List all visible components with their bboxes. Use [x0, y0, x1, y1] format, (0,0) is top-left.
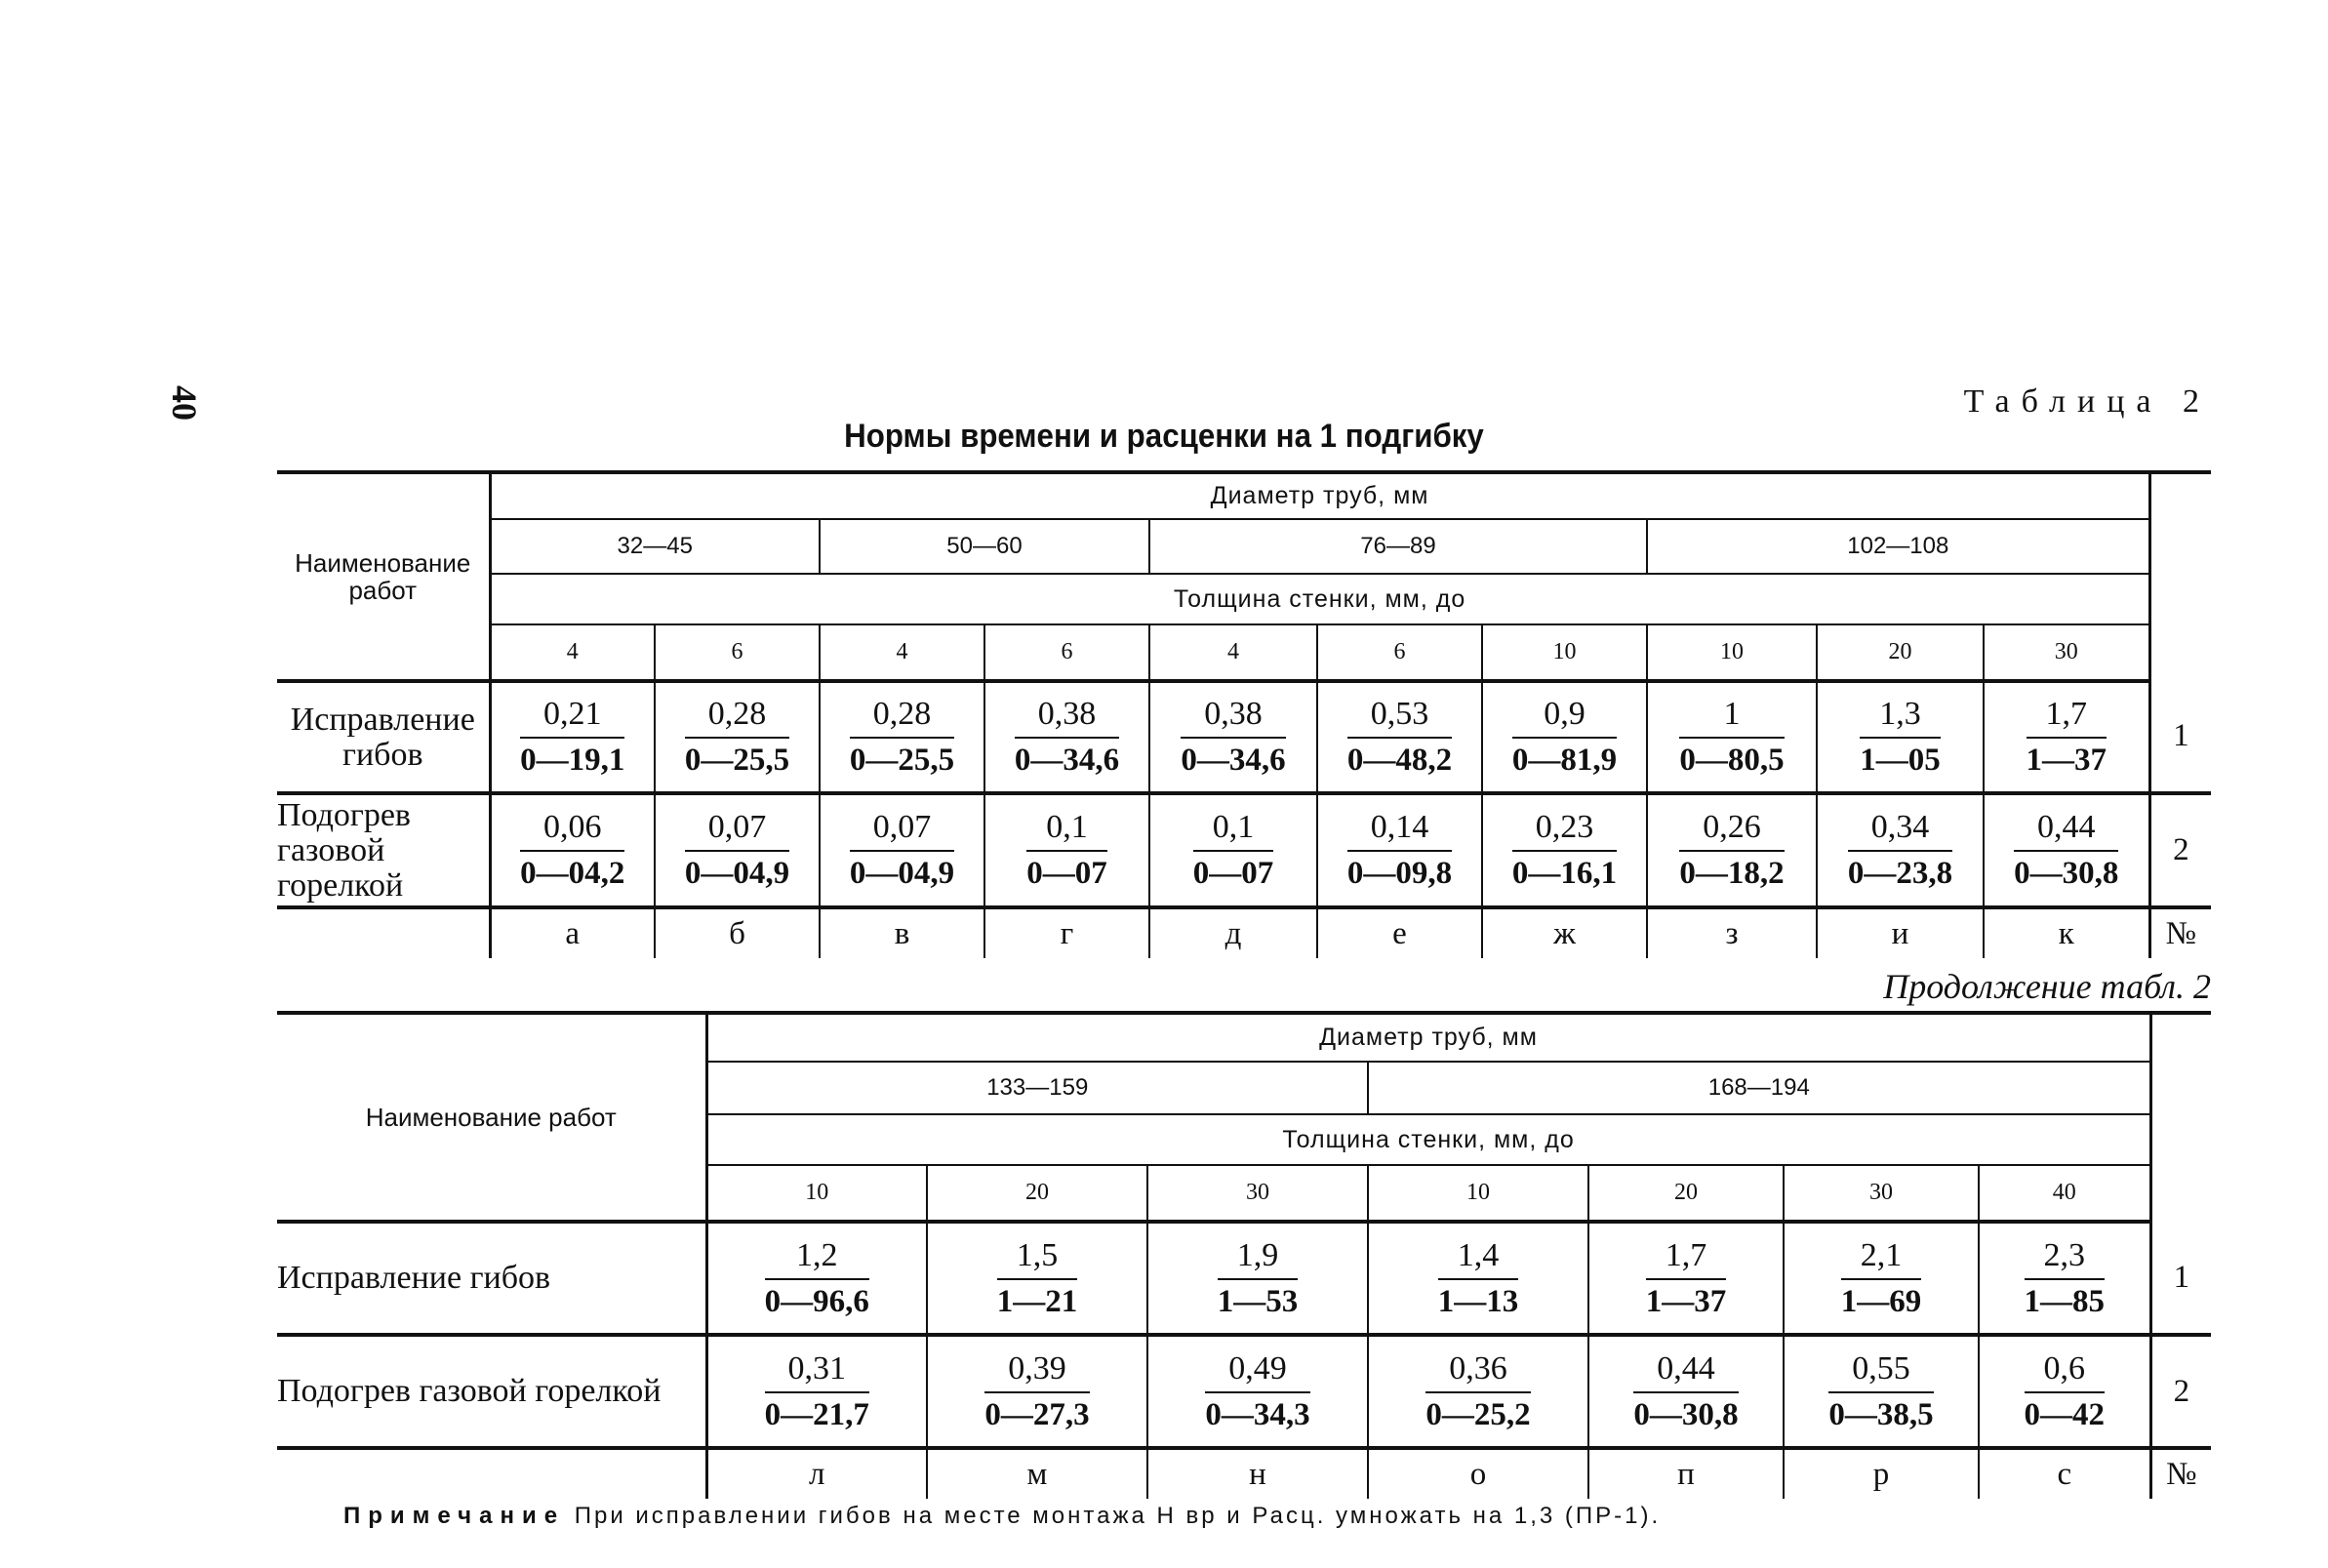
price-value: 0—30,8	[2014, 856, 2119, 891]
price-value: 1—69	[1840, 1283, 1922, 1319]
norm-value: 0,1	[1193, 809, 1274, 852]
price-value: 0—04,2	[520, 856, 625, 891]
norm-value: 1	[1679, 696, 1784, 739]
norm-fraction	[1841, 1237, 1922, 1320]
price-value: 1—85	[2024, 1283, 2106, 1319]
table-row	[277, 793, 2211, 907]
footnote	[343, 1503, 1661, 1530]
norm-value: 0,28	[850, 696, 954, 739]
price-value: 0—81,9	[1511, 743, 1618, 778]
norm-fraction	[1218, 1237, 1299, 1320]
diameter-header: Диаметр труб, мм	[706, 1013, 2150, 1062]
norm-fraction	[1860, 696, 1941, 779]
column-letters-row	[277, 907, 2211, 958]
price-value: 0—42	[2024, 1396, 2106, 1432]
row-number: 1	[2149, 681, 2211, 793]
price-value: 0—04,9	[849, 856, 955, 891]
norm-fraction	[765, 1350, 869, 1433]
norm-value: 0,06	[520, 809, 624, 852]
norm-value: 1,7	[2027, 696, 2107, 739]
page-number: 40	[165, 385, 204, 421]
column-letter: о	[1368, 1448, 1588, 1499]
number-sign: №	[2150, 1448, 2211, 1499]
work-name: Подогрев газовой горелкой	[277, 793, 490, 907]
work-name-header: Наименование работ	[277, 472, 490, 681]
norm-fraction	[2014, 809, 2118, 892]
column-letter: л	[809, 1456, 825, 1492]
norm-fraction	[2027, 696, 2107, 779]
price-value: 0—16,1	[1511, 856, 1618, 891]
thickness-cell: 10	[1482, 624, 1647, 681]
norm-value: 0,38	[1015, 696, 1119, 739]
norm-fraction	[1679, 696, 1784, 779]
column-letter: г	[984, 907, 1149, 958]
norm-fraction	[1438, 1237, 1519, 1320]
norm-fraction	[1193, 809, 1274, 892]
column-letter: п	[1588, 1448, 1784, 1499]
thickness-cell: 4	[820, 624, 984, 681]
work-name: Исправление гибов	[277, 681, 490, 793]
price-value: 1—13	[1437, 1283, 1519, 1319]
norm-fraction	[850, 809, 954, 892]
price-value: 0—21,7	[764, 1396, 869, 1432]
norm-fraction	[850, 696, 954, 779]
price-value: 0—27,3	[984, 1396, 1090, 1432]
norm-fraction	[1848, 809, 1952, 892]
diameter-group: 76—89	[1149, 519, 1647, 574]
column-letter: м	[927, 1448, 1147, 1499]
price-value: 0—80,5	[1679, 743, 1785, 778]
norm-value: 1,3	[1860, 696, 1941, 739]
norm-value: 0,44	[1633, 1350, 1738, 1393]
price-value: 0—07	[1192, 856, 1274, 891]
norm-value: 0,49	[1205, 1350, 1309, 1393]
norm-value: 1,5	[997, 1237, 1078, 1280]
thickness-cell: 30	[1784, 1165, 1979, 1222]
norm-value: 0,07	[685, 809, 789, 852]
price-value: 1—37	[1645, 1283, 1727, 1319]
thickness-cell: 10	[1647, 624, 1817, 681]
diameter-group: 102—108	[1647, 519, 2149, 574]
price-value: 0—25,5	[684, 743, 790, 778]
work-name: Подогрев газовой горелкой	[277, 1335, 706, 1448]
wall-thickness-header: Толщина стенки, мм, до	[490, 574, 2149, 624]
norm-value: 0,38	[1181, 696, 1285, 739]
wall-thickness-header: Толщина стенки, мм, до	[706, 1114, 2150, 1165]
norm-value: 1,2	[765, 1237, 869, 1280]
diameter-group: 32—45	[490, 519, 820, 574]
norm-value: 0,1	[1026, 809, 1107, 852]
norm-fraction	[1679, 809, 1784, 892]
price-value: 1—05	[1860, 743, 1941, 778]
price-value: 0—96,6	[764, 1283, 869, 1319]
footnote-text: При исправлении гибов на месте монтажа Н вр и Расц. умножать на 1,3 (ПР-1).	[574, 1503, 1662, 1529]
thickness-cell: 20	[1588, 1165, 1784, 1222]
price-value: 0—09,8	[1346, 856, 1453, 891]
norm-fraction	[1347, 696, 1452, 779]
norm-fraction	[984, 1350, 1089, 1433]
norm-value: 1,7	[1646, 1237, 1727, 1280]
price-value: 0—07	[1026, 856, 1107, 891]
norms-table-1	[277, 470, 2211, 958]
price-value: 0—30,8	[1633, 1396, 1739, 1432]
column-letter: с	[1979, 1448, 2150, 1499]
norm-fraction	[1512, 809, 1617, 892]
norm-fraction	[685, 809, 789, 892]
price-value: 0—25,2	[1425, 1396, 1531, 1432]
norm-fraction	[997, 1237, 1078, 1320]
price-value: 0—34,6	[1181, 743, 1286, 778]
thickness-cell: 4	[1149, 624, 1317, 681]
norm-fraction	[1015, 696, 1119, 779]
price-value: 0—25,5	[849, 743, 955, 778]
column-letter: ж	[1482, 907, 1647, 958]
norm-value: 0,55	[1828, 1350, 1933, 1393]
norm-value: 0,26	[1679, 809, 1784, 852]
column-letter: з	[1647, 907, 1817, 958]
norm-fraction	[1347, 809, 1452, 892]
thickness-cell: 4	[490, 624, 655, 681]
work-name: Исправление гибов	[277, 1222, 706, 1335]
column-letter: к	[1984, 907, 2149, 958]
price-value: 0—34,3	[1205, 1396, 1310, 1432]
norm-value: 0,9	[1512, 696, 1617, 739]
thickness-cell: 30	[1984, 624, 2149, 681]
price-value: 1—53	[1217, 1283, 1299, 1319]
norm-fraction	[765, 1237, 869, 1320]
norm-value: 0,21	[520, 696, 624, 739]
diameter-header: Диаметр труб, мм	[490, 472, 2149, 519]
norm-value: 2,3	[2025, 1237, 2106, 1280]
price-value: 1—37	[2026, 743, 2107, 778]
number-sign: №	[2149, 907, 2211, 958]
column-letters-row	[277, 1448, 2211, 1499]
table-row	[277, 1222, 2211, 1335]
table-label: Таблица 2	[1963, 383, 2211, 420]
footnote-lead: Примечание	[343, 1503, 566, 1529]
norm-fraction	[1646, 1237, 1727, 1320]
norm-value: 0,44	[2014, 809, 2118, 852]
norm-value: 0,23	[1512, 809, 1617, 852]
norms-table-2	[277, 1011, 2211, 1499]
norm-value: 0,6	[2025, 1350, 2106, 1393]
row-number: 1	[2150, 1222, 2211, 1335]
norm-fraction	[685, 696, 789, 779]
table-row	[277, 1335, 2211, 1448]
table-title: Нормы времени и расценки на 1 подгибку	[844, 418, 1484, 455]
norm-value: 0,53	[1347, 696, 1452, 739]
norm-fraction	[520, 809, 624, 892]
diameter-group: 133—159	[706, 1062, 1368, 1114]
thickness-cell: 30	[1147, 1165, 1368, 1222]
norm-fraction	[1181, 696, 1285, 779]
thickness-cell: 6	[1317, 624, 1482, 681]
norm-fraction	[520, 696, 624, 779]
column-letter: и	[1817, 907, 1984, 958]
work-name-header: Наименование работ	[277, 1013, 706, 1222]
column-letter: е	[1317, 907, 1482, 958]
column-letter: н	[1147, 1448, 1368, 1499]
diameter-group: 50—60	[820, 519, 1149, 574]
norm-fraction	[1205, 1350, 1309, 1433]
price-value: 0—23,8	[1847, 856, 1953, 891]
price-value: 0—18,2	[1679, 856, 1785, 891]
norm-value: 1,4	[1438, 1237, 1519, 1280]
row-number: 2	[2149, 793, 2211, 907]
thickness-cell: 20	[1817, 624, 1984, 681]
column-letter: б	[655, 907, 820, 958]
price-value: 0—19,1	[520, 743, 625, 778]
continuation-label: Продолжение табл. 2	[1883, 967, 2211, 1006]
column-letter: в	[820, 907, 984, 958]
norm-value: 0,39	[984, 1350, 1089, 1393]
norm-value: 0,31	[765, 1350, 869, 1393]
norm-value: 0,34	[1848, 809, 1952, 852]
norm-fraction	[1512, 696, 1617, 779]
norm-value: 0,07	[850, 809, 954, 852]
thickness-cell: 6	[655, 624, 820, 681]
norm-value: 0,28	[685, 696, 789, 739]
price-value: 1—21	[996, 1283, 1078, 1319]
column-letter: р	[1784, 1448, 1979, 1499]
price-value: 0—34,6	[1014, 743, 1120, 778]
norm-fraction	[1828, 1350, 1933, 1433]
norm-fraction	[1026, 809, 1107, 892]
norm-value: 0,14	[1347, 809, 1452, 852]
norm-fraction	[1425, 1350, 1530, 1433]
norm-value: 2,1	[1841, 1237, 1922, 1280]
norm-fraction	[2025, 1237, 2106, 1320]
row-number: 2	[2150, 1335, 2211, 1448]
thickness-cell: 20	[927, 1165, 1147, 1222]
thickness-cell: 6	[984, 624, 1149, 681]
norm-fraction	[1633, 1350, 1738, 1433]
table-row	[277, 681, 2211, 793]
column-letter: д	[1149, 907, 1317, 958]
column-letter: а	[565, 915, 581, 951]
thickness-cell: 10	[1368, 1165, 1588, 1222]
thickness-cell: 40	[1979, 1165, 2150, 1222]
norm-value: 1,9	[1218, 1237, 1299, 1280]
price-value: 0—38,5	[1828, 1396, 1934, 1432]
norm-fraction	[2025, 1350, 2106, 1433]
price-value: 0—48,2	[1346, 743, 1453, 778]
norm-value: 0,36	[1425, 1350, 1530, 1393]
diameter-group: 168—194	[1368, 1062, 2150, 1114]
thickness-cell: 10	[706, 1165, 927, 1222]
price-value: 0—04,9	[684, 856, 790, 891]
